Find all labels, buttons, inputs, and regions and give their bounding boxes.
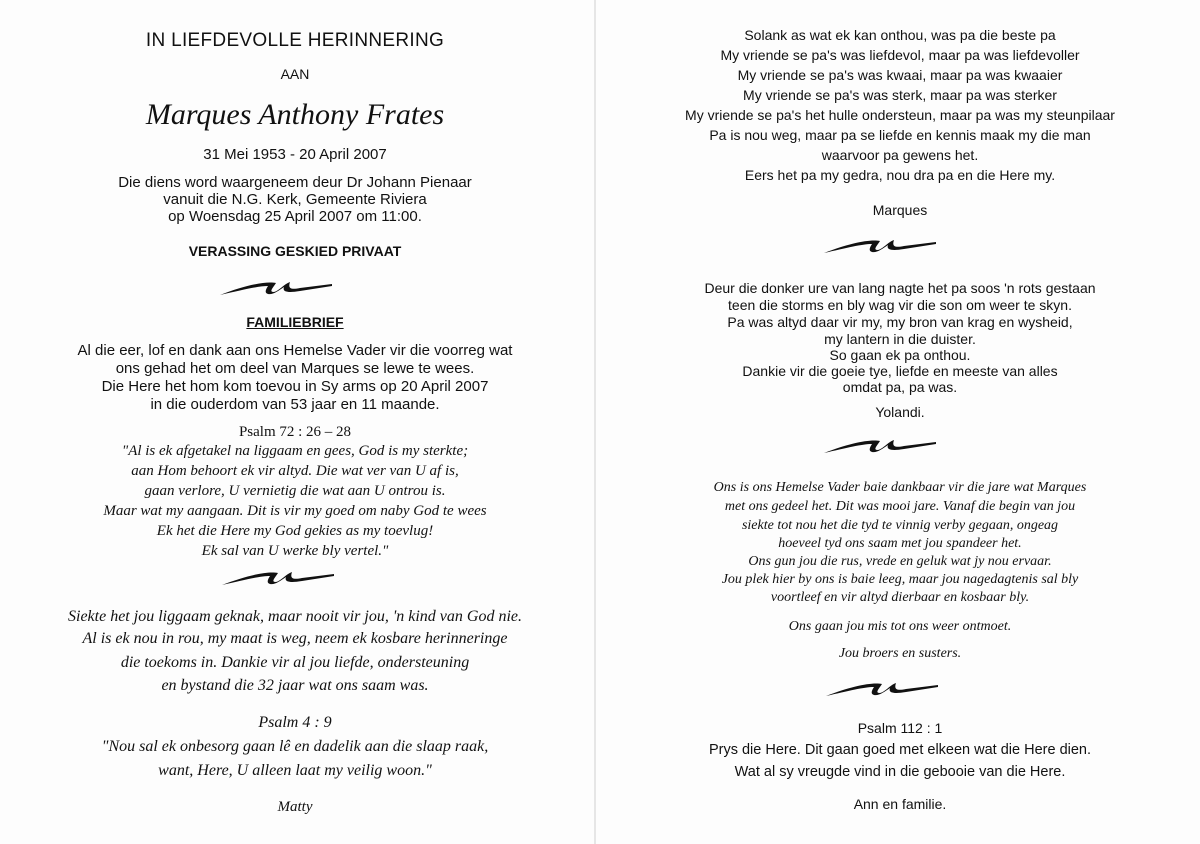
family-letter-line-4: in die ouderdom van 53 jaar en 11 maande.	[150, 396, 440, 413]
poem-line-3: My vriende se pa's was kwaai, maar pa was kwaaier	[737, 67, 1063, 83]
yolandi-tribute-line-1: Deur die donker ure van lang nagte het pa soos 'n rots gestaan	[704, 280, 1096, 296]
marques-signature: Marques	[872, 202, 928, 218]
psalm4-line-2: want, Here, U alleen laat my veilig woon."	[158, 762, 432, 779]
poem-line-6: Pa is nou weg, maar pa se liefde en kennis maak my die man	[709, 127, 1091, 143]
left-page	[0, 0, 590, 844]
siblings-signature: Jou broers en susters.	[838, 646, 962, 661]
siblings-tribute-line-4: hoeveel tyd ons saam met jou spandeer het.	[778, 536, 1022, 551]
flourish-divider-1	[218, 276, 334, 300]
yolandi-tribute-line-7: omdat pa, pa was.	[842, 379, 958, 395]
psalm72-line-4: Maar wat my aangaan. Dit is vir my goed om naby God te wees	[103, 503, 487, 519]
siblings-tribute-line-2: met ons gedeel het. Dit was mooi jare. Vanaf die begin van jou	[724, 499, 1076, 514]
yolandi-tribute-line-2: teen die storms en bly wag vir die son om weer te skyn.	[728, 297, 1072, 313]
siblings-tribute-line-5: Ons gun jou die rus, vrede en geluk wat jy nou ervaar.	[748, 554, 1052, 569]
right-page	[600, 0, 1200, 844]
flourish-divider-3	[822, 234, 938, 258]
psalm72-line-5: Ek het die Here my God gekies as my toevlug!	[156, 523, 434, 539]
poem-line-4: My vriende se pa's was sterk, maar pa was sterker	[743, 87, 1057, 103]
page-fold	[594, 0, 596, 844]
family-letter-line-3: Die Here het hom kom toevou in Sy arms op 20 April 2007	[101, 378, 489, 395]
psalm112-line-2: Wat al sy vreugde vind in die gebooie van die Here.	[734, 764, 1066, 780]
ann-signature: Ann en familie.	[853, 796, 947, 812]
flourish-divider-4	[822, 434, 938, 458]
flourish-divider-2	[220, 566, 336, 590]
family-letter-line-1: Al die eer, lof en dank aan ons Hemelse Vader vir die voorreg wat	[77, 342, 513, 359]
flourish-divider-5	[824, 677, 940, 701]
aan-label: AAN	[280, 66, 310, 82]
matty-tribute-line-4: en bystand die 32 jaar wat ons saam was.	[161, 677, 429, 694]
matty-tribute-line-3: die toekoms in. Dankie vir al jou liefde, ondersteuning	[120, 654, 470, 671]
yolandi-tribute-line-4: my lantern in die duister.	[824, 331, 976, 347]
yolandi-signature: Yolandi.	[875, 404, 925, 420]
siblings-tribute-line-3: siekte tot nou het die tyd te vinnig verby gegaan, ongeag	[741, 518, 1059, 533]
family-letter-title: FAMILIEBRIEF	[246, 314, 344, 330]
poem-line-5: My vriende se pa's het hulle ondersteun, maar pa was my steunpilaar	[685, 107, 1115, 123]
poem-line-2: My vriende se pa's was liefdevol, maar pa was liefdevoller	[720, 47, 1080, 63]
psalm112-line-1: Prys die Here. Dit gaan goed met elkeen wat die Here dien.	[708, 742, 1092, 758]
psalm72-line-6: Ek sal van U werke bly vertel."	[201, 543, 389, 559]
deceased-name: Marques Anthony Frates	[145, 98, 445, 131]
memorial-heading: IN LIEFDEVOLLE HERINNERING	[145, 30, 445, 51]
psalm72-line-2: aan Hom behoort ek vir altyd. Die wat ver van U af is,	[131, 463, 459, 479]
psalm112-reference: Psalm 112 : 1	[857, 720, 943, 736]
service-line-3: op Woensdag 25 April 2007 om 11:00.	[168, 208, 422, 225]
psalm4-reference: Psalm 4 : 9	[258, 714, 332, 731]
poem-line-7: waarvoor pa gewens het.	[821, 147, 979, 163]
service-line-1: Die diens word waargeneem deur Dr Johann Pienaar	[118, 174, 472, 191]
psalm72-line-1: "Al is ek afgetakel na liggaam en gees, God is my sterkte;	[121, 443, 469, 459]
service-line-2: vanuit die N.G. Kerk, Gemeente Riviera	[163, 191, 427, 208]
yolandi-tribute-line-6: Dankie vir die goeie tye, liefde en meeste van alles	[742, 363, 1058, 379]
siblings-tribute-line-6: Jou plek hier by ons is baie leeg, maar jou nagedagtenis sal bly	[721, 572, 1079, 587]
cremation-note: VERASSING GESKIED PRIVAAT	[188, 243, 402, 259]
yolandi-tribute-line-5: So gaan ek pa onthou.	[829, 347, 971, 363]
matty-tribute-line-2: Al is ek nou in rou, my maat is weg, neem ek kosbare herinneringe	[82, 630, 508, 647]
matty-tribute-line-1: Siekte het jou liggaam geknak, maar nooit vir jou, 'n kind van God nie.	[68, 608, 522, 625]
yolandi-tribute-line-3: Pa was altyd daar vir my, my bron van krag en wysheid,	[727, 314, 1073, 330]
psalm72-line-3: gaan verlore, U vernietig die wat aan U ontrou is.	[144, 483, 446, 499]
poem-line-1: Solank as wat ek kan onthou, was pa die beste pa	[744, 27, 1056, 43]
siblings-tribute-line-1: Ons is ons Hemelse Vader baie dankbaar vir die jare wat Marques	[713, 480, 1087, 495]
life-dates: 31 Mei 1953 - 20 April 2007	[203, 146, 387, 163]
matty-signature: Matty	[277, 799, 313, 815]
siblings-tribute-line-7: voortleef en vir altyd dierbaar en kosbaar bly.	[770, 590, 1030, 605]
poem-line-8: Eers het pa my gedra, nou dra pa en die Here my.	[744, 167, 1056, 183]
family-letter-line-2: ons gehad het om deel van Marques se lewe te wees.	[115, 360, 475, 377]
until-we-meet: Ons gaan jou mis tot ons weer ontmoet.	[788, 619, 1012, 634]
psalm4-line-1: "Nou sal ek onbesorg gaan lê en dadelik aan die slaap raak,	[101, 738, 489, 755]
psalm72-reference: Psalm 72 : 26 – 28	[238, 424, 352, 440]
